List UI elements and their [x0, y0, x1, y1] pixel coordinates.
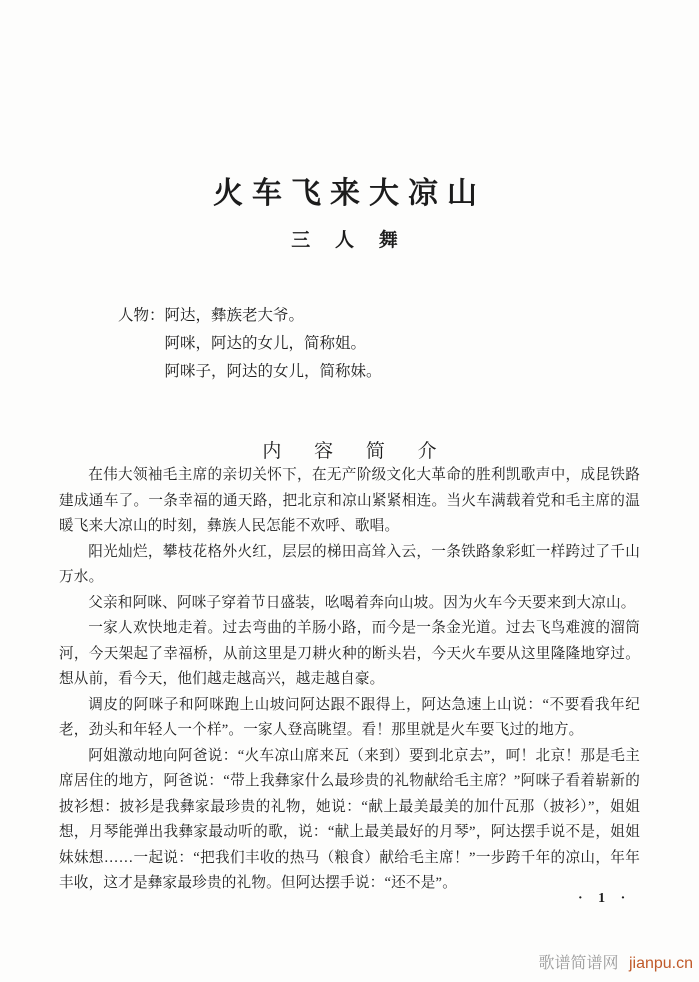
character-item: 阿咪子，阿达的女儿，简称妹。 — [164, 363, 382, 380]
page-subtitle: 三 人 舞 — [291, 230, 408, 251]
paragraph: 在伟大领袖毛主席的亲切关怀下，在无产阶级文化大革命的胜利凯歌声中，成昆铁路建成通车了。一条幸福的通天路，把北京和凉山紧紧相连。当火车满载着党和毛主席的温暖飞来大凉山的时刻，彝族人民怎能不欢呼、歌唱。 — [59, 467, 640, 534]
paragraph: 阿姐激动地向阿爸说：“火车凉山席来瓦（来到）要到北京去”，呵！北京！那是毛主席居住的地方，阿爸说：“带上我彝家什么最珍贵的礼物献给毛主席？”阿咪子看着崭新的披衫想：披衫是我彝家最珍贵的礼物，她说：“献上最美最美的加什瓦那（披衫）”，姐姐想，月琴能弹出我彝家最动听的歌，说：“献上最美最好的月琴”，阿达摆手说不是，姐姐妹妹想……一起说：“把我们丰收的热马（粮食）献给毛主席！”一步跨千年的凉山，年年丰收，这才是彝家最珍贵的礼物。但阿达摆手说：“还不是”。 — [59, 747, 640, 891]
section-heading: 内 容 简 介 — [262, 440, 451, 462]
watermark — [538, 950, 693, 973]
paragraph: 一家人欢快地走着。过去弯曲的羊肠小路，而今是一条金光道。过去飞鸟难渡的溜筒河，今天架起了幸福桥，从前这里是刀耕火种的断头岩，今天火车要从这里隆隆地穿过。想从前，看今天，他们越走越高兴，越走越自豪。 — [59, 620, 640, 687]
content-body — [59, 463, 640, 897]
paragraph: 阳光灿烂，攀枝花格外火红，层层的梯田高耸入云，一条铁路象彩虹一样跨过了千山万水。 — [59, 543, 640, 585]
character-item: 阿咪，阿达的女儿，简称姐。 — [164, 335, 367, 352]
page-title: 火车飞来大凉山 — [213, 177, 486, 211]
page-number: · 1 · — [578, 891, 632, 906]
character-item: 阿达，彝族老大爷。 — [164, 307, 305, 324]
paragraph: 调皮的阿咪子和阿咪跑上山坡问阿达跟不跟得上，阿达急速上山说：“不要看我年纪老，劲头和年轻人一个样”。一家人登高眺望。看！那里就是火车要飞过的地方。 — [59, 696, 640, 738]
characters-label: 人物： — [118, 307, 165, 324]
watermark-site-name: 歌谱简谱网 — [538, 955, 619, 972]
characters-list — [165, 302, 382, 386]
watermark-site-url: jianpu.cn — [628, 955, 693, 972]
characters-block — [118, 302, 382, 386]
paragraph: 父亲和阿咪、阿咪子穿着节日盛装，吆喝着奔向山坡。因为火车今天要来到大凉山。 — [88, 594, 636, 611]
